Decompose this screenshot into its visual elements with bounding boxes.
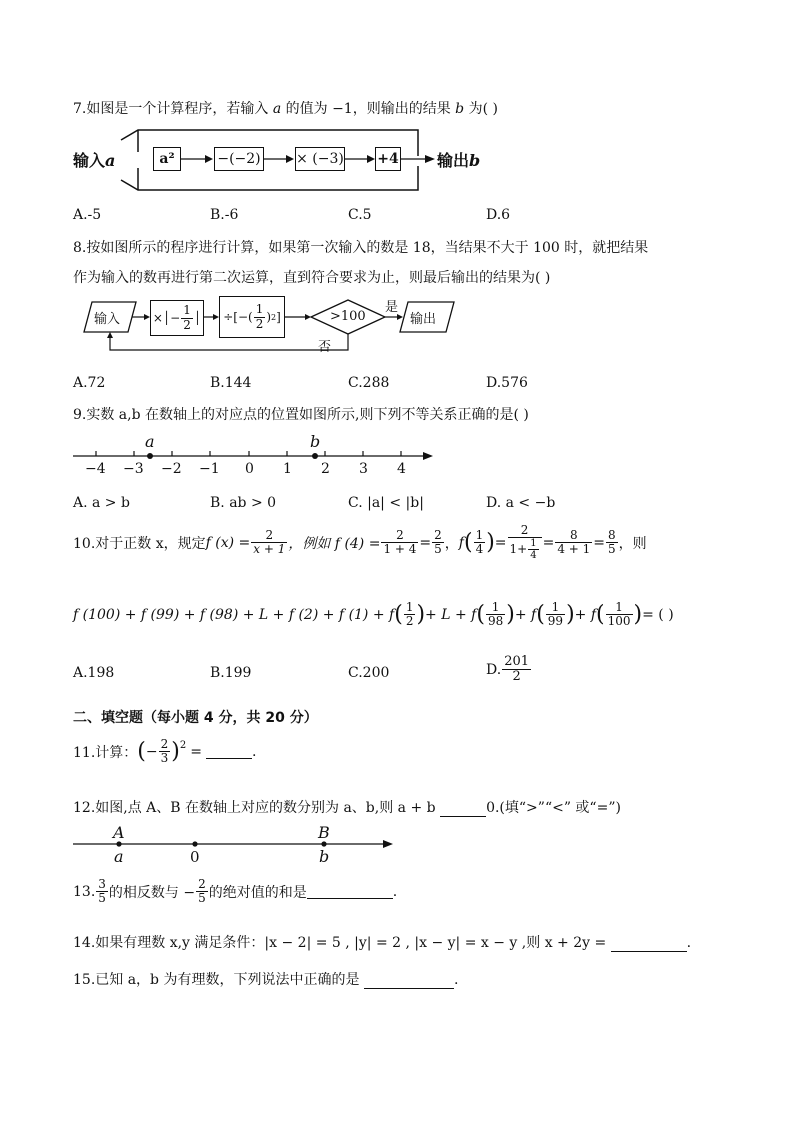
q13-end: . xyxy=(392,883,398,900)
q7-text-post: 为( ) xyxy=(464,101,498,117)
q8-diamond-label: >100 xyxy=(330,309,366,324)
q8-yes-label: 是 xyxy=(385,300,399,315)
q9-option-d[interactable]: D. a < −b xyxy=(486,495,556,511)
q9-option-c[interactable]: C. |a| < |b| xyxy=(348,495,424,511)
q7-text-mid: 的值为 −1，则输出的结果 xyxy=(281,101,456,117)
q14-text: 14.如果有理数 x,y 满足条件：|x − 2| = 5 , |y| = 2 , |x − y| = x − y ,则 x + 2y = xyxy=(73,935,607,951)
q13-pre: 13. xyxy=(73,883,96,900)
q10-then: ，则 xyxy=(618,535,647,552)
q10-sum: f (100) + f (99) + f (98) + L + f (2) + f (1) + f ( $\frac{1}{2}$ ) + L + f ( $\frac{1}{98}$ ) + f ( $\frac{1}{99}$ ) + f ( $\frac{1}{100}$ ) = ( ) xyxy=(73,600,674,629)
q10-ex2-den-num: 1 xyxy=(530,538,537,550)
q7-var-b: b xyxy=(455,101,465,117)
q10-ex2-mid-num: 8 xyxy=(555,529,592,543)
q10-ex1-res-num: 2 xyxy=(434,527,442,542)
q10-ex2-res-den: 5 xyxy=(608,542,616,557)
q10-ex1-den: 1 + 4 xyxy=(383,542,417,557)
q9-tick-neg4: −4 xyxy=(85,461,106,477)
q9-point-b-label: b xyxy=(310,432,321,451)
q13-mid: 的相反数与 − xyxy=(108,884,196,901)
q10-ex2-den-pre: 1+ xyxy=(509,542,528,557)
q8-flowchart xyxy=(80,294,480,358)
q10-ex1-eq: = xyxy=(419,534,432,551)
q12-value-a-label: a xyxy=(114,847,124,866)
q9-tick-neg3: −3 xyxy=(123,461,144,477)
q11-pre: 11.计算： xyxy=(73,744,138,761)
q8-box1-frac xyxy=(181,304,193,331)
q9-tick-4: 4 xyxy=(397,461,406,477)
q10-ex2-den xyxy=(508,538,542,561)
q10-option-c[interactable]: C.200 xyxy=(348,665,390,681)
q13-answer-blank[interactable] xyxy=(307,884,393,899)
q10-f14-frac xyxy=(474,529,486,556)
q8-option-a[interactable]: A.72 xyxy=(73,375,106,391)
q10-option-a[interactable]: A.198 xyxy=(73,665,115,681)
q13-num1: 3 xyxy=(98,877,106,891)
q9-tick-neg2: −2 xyxy=(161,461,182,477)
q12-point-B-label: B xyxy=(318,823,330,842)
q11-den: 3 xyxy=(160,751,169,766)
q10-s100-den: 100 xyxy=(607,614,631,629)
q7-box-add xyxy=(375,147,401,171)
q8-box2-den: 2 xyxy=(255,316,264,331)
q8-box2-sign: − xyxy=(237,310,248,324)
q11-frac xyxy=(159,738,171,765)
q9-tick-neg1: −1 xyxy=(199,461,220,477)
q10-option-b[interactable]: B.199 xyxy=(210,665,252,681)
q9-point-a-label: a xyxy=(145,432,155,451)
q10-optd-label: D. xyxy=(486,661,502,678)
q12-zero-label: 0 xyxy=(190,848,200,866)
q12-value-b-label: b xyxy=(319,847,330,866)
q10-optd-frac xyxy=(502,655,531,685)
q10-s-p1: + f xyxy=(514,606,537,623)
q8-stem-line2: 作为输入的数再进行第二次运算，直到符合要求为止，则最后输出的结果为( ) xyxy=(73,270,551,286)
q10-text-pre: 10.对于正数 x，规定 xyxy=(73,535,206,552)
q10-s98-num: 1 xyxy=(486,601,505,615)
q10-ex2-eq3: = xyxy=(593,534,606,551)
q9-tick-3: 3 xyxy=(359,461,368,477)
q7-box4-text: +4 xyxy=(377,151,399,167)
q10-f14-num: 1 xyxy=(475,527,484,542)
q9-tick-2: 2 xyxy=(321,461,330,477)
q11-sign: − xyxy=(145,743,158,760)
q8-box1-sign: − xyxy=(170,311,181,325)
q13-frac1 xyxy=(96,878,108,905)
q13-frac2 xyxy=(196,878,208,905)
q10-option-d[interactable] xyxy=(486,655,532,685)
q7-box-neg xyxy=(214,147,264,171)
q7-input-text: 输入 xyxy=(73,151,106,170)
q8-box2-op: ÷ xyxy=(223,310,234,324)
q8-output-label: 输出 xyxy=(410,312,437,327)
q7-option-b[interactable]: B.-6 xyxy=(210,207,239,223)
q8-box2-num: 1 xyxy=(255,302,264,317)
q11-eq: = xyxy=(190,743,202,760)
q10-s100 xyxy=(606,601,633,628)
q7-flowchart xyxy=(73,128,513,193)
q8-option-d[interactable]: D.576 xyxy=(486,375,528,391)
q10-sum-start: f (100) + f (99) + f (98) + L + f (2) + f (1) + f xyxy=(73,606,395,623)
q10-ex1-frac xyxy=(381,529,418,556)
q10-s-half-num: 1 xyxy=(405,600,414,614)
q10-stem: 10.对于正数 x，规定 f (x) = $\frac{2}{x + 1}$ ，例如 f (4) = $\frac{2}{1 + 4}$ = $\frac{2}{5}$ ， f ( $\frac{1}{4}$ ) = 2 1+ $\frac{1}{4}$ = $\frac{8}{4 + 1}$ = $\frac{8}{5}$ ，则 xyxy=(73,523,647,562)
q10-s99-den: 99 xyxy=(547,614,564,629)
q10-s98-den: 98 xyxy=(487,614,504,629)
q10-ex2-mid xyxy=(555,529,592,556)
q10-comma: ， xyxy=(444,535,459,552)
q11-post: . xyxy=(251,743,257,760)
q10-ex1-res-den: 5 xyxy=(434,542,442,557)
q13-den2: 5 xyxy=(198,891,206,906)
q12-text-post: 0.(填“>”“<” 或“=”) xyxy=(486,800,621,816)
q10-s-p2: + f xyxy=(574,606,597,623)
q10-def-den: x + 1 xyxy=(253,542,286,557)
q13-stem xyxy=(73,878,397,905)
q12-text-pre: 12.如图,点 A、B 在数轴上对应的数分别为 a、b,则 a + b xyxy=(73,800,436,816)
q7-box1-text: a² xyxy=(159,151,175,167)
q9-numberline xyxy=(73,432,443,482)
q10-s100-num: 1 xyxy=(606,601,633,615)
q10-ex2-den-frac xyxy=(528,538,538,561)
q10-ex2-den-den: 4 xyxy=(530,550,537,562)
q8-box1-den: 2 xyxy=(183,317,191,332)
q7-option-d[interactable]: D.6 xyxy=(486,207,511,223)
q8-box-divide: ÷ [ − ( $\frac{1}{2}$ ) 2 ] xyxy=(219,296,285,338)
q7-output-var: b xyxy=(469,151,481,170)
q10-def-num: 2 xyxy=(251,529,287,543)
q10-ex2-mid-den: 4 + 1 xyxy=(557,542,591,557)
q7-output-label xyxy=(437,148,480,171)
q7-option-a[interactable]: A.-5 xyxy=(73,207,102,223)
q7-option-c[interactable]: C.5 xyxy=(348,207,372,223)
q9-tick-0: 0 xyxy=(245,461,254,477)
q10-s-mid: + L + f xyxy=(425,606,477,623)
q8-stem-line1: 8.按如图所示的程序进行计算，如果第一次输入的数是 18，当结果不大于 100 时，就把结果 xyxy=(73,240,649,256)
q10-ex2-frac xyxy=(508,524,542,561)
q15-text: 15.已知 a，b 为有理数，下列说法中正确的是 xyxy=(73,972,360,988)
q7-box2-text: −(−2) xyxy=(217,151,261,167)
q11-num: 2 xyxy=(160,737,169,751)
q7-var-a: a xyxy=(272,101,282,117)
q10-optd-num: 201 xyxy=(504,654,530,669)
q7-stem xyxy=(73,98,498,118)
q9-stem: 9.实数 a,b 在数轴上的对应点的位置如图所示,则下列不等关系正确的是( ) xyxy=(73,407,529,423)
q10-f-def: f (x) = xyxy=(205,534,251,551)
q11-exp: 2 xyxy=(179,740,187,751)
q7-input-label xyxy=(73,148,115,171)
q14-stem xyxy=(73,932,691,952)
q13-post: 的绝对值的和是 xyxy=(208,884,307,901)
q10-optd-den: 2 xyxy=(512,669,521,685)
q8-box2-frac xyxy=(254,303,266,330)
q10-s-half xyxy=(404,601,416,628)
q10-s-end: = ( ) xyxy=(642,606,674,623)
q12-answer-blank[interactable] xyxy=(440,802,486,817)
q7-input-var: a xyxy=(105,151,116,170)
q14-end: . xyxy=(686,935,692,951)
q12-numberline xyxy=(73,822,403,872)
q9-option-a[interactable]: A. a > b xyxy=(73,495,130,511)
q15-stem xyxy=(73,969,458,989)
q8-box1-op: × xyxy=(152,311,163,325)
q12-stem xyxy=(73,797,621,817)
q7-output-text: 输出 xyxy=(437,151,470,170)
q7-text-pre: 7.如图是一个计算程序，若输入 xyxy=(73,101,273,117)
q10-ex1-num: 2 xyxy=(381,529,418,543)
q11-answer-blank[interactable] xyxy=(206,744,252,759)
q8-box2-exp: 2 xyxy=(271,312,277,322)
q10-ex2-num: 2 xyxy=(508,524,542,538)
q10-ex2-eq: = xyxy=(494,534,507,551)
q7-box3-text: × (−3) xyxy=(296,151,344,167)
q8-no-label: 否 xyxy=(318,340,332,355)
q15-answer-blank[interactable] xyxy=(364,974,454,989)
q9-option-b[interactable]: B. ab > 0 xyxy=(210,495,277,511)
q8-box-multiply: × │ − $\frac{1}{2}$ │ xyxy=(150,300,204,336)
q10-ex1-res xyxy=(432,529,444,556)
q10-ex2-eq2: = xyxy=(542,534,555,551)
q9-tick-1: 1 xyxy=(283,461,292,477)
q10-f14-den: 4 xyxy=(475,542,484,557)
q12-point-A-label: A xyxy=(113,823,125,842)
q13-den1: 5 xyxy=(98,891,106,906)
q7-box-mult xyxy=(295,147,345,171)
q10-example-pre: ，例如 f (4) = xyxy=(288,535,381,552)
section-fill-in-title: 二、填空题（每小题 4 分，共 20 分） xyxy=(73,710,318,726)
q10-s99-num: 1 xyxy=(546,601,565,615)
q8-box1-num: 1 xyxy=(183,303,191,318)
q10-ex2-res xyxy=(606,529,618,556)
q8-option-b[interactable]: B.144 xyxy=(210,375,252,391)
q10-s-half-den: 2 xyxy=(405,614,414,629)
q10-s98 xyxy=(486,601,505,628)
q15-end: . xyxy=(453,972,459,988)
q10-def-frac xyxy=(251,529,287,556)
q14-answer-blank[interactable] xyxy=(611,937,687,952)
q11-stem: 11.计算： ( − $\frac{2}{3}$ ) $^2$ = . xyxy=(73,737,257,766)
q7-box-square xyxy=(153,147,181,171)
q10-f14: f xyxy=(458,534,464,551)
q13-num2: 2 xyxy=(198,877,206,891)
q8-input-label: 输入 xyxy=(94,312,121,327)
q10-s99 xyxy=(546,601,565,628)
q8-option-c[interactable]: C.288 xyxy=(348,375,390,391)
q10-ex2-res-num: 8 xyxy=(608,527,616,542)
